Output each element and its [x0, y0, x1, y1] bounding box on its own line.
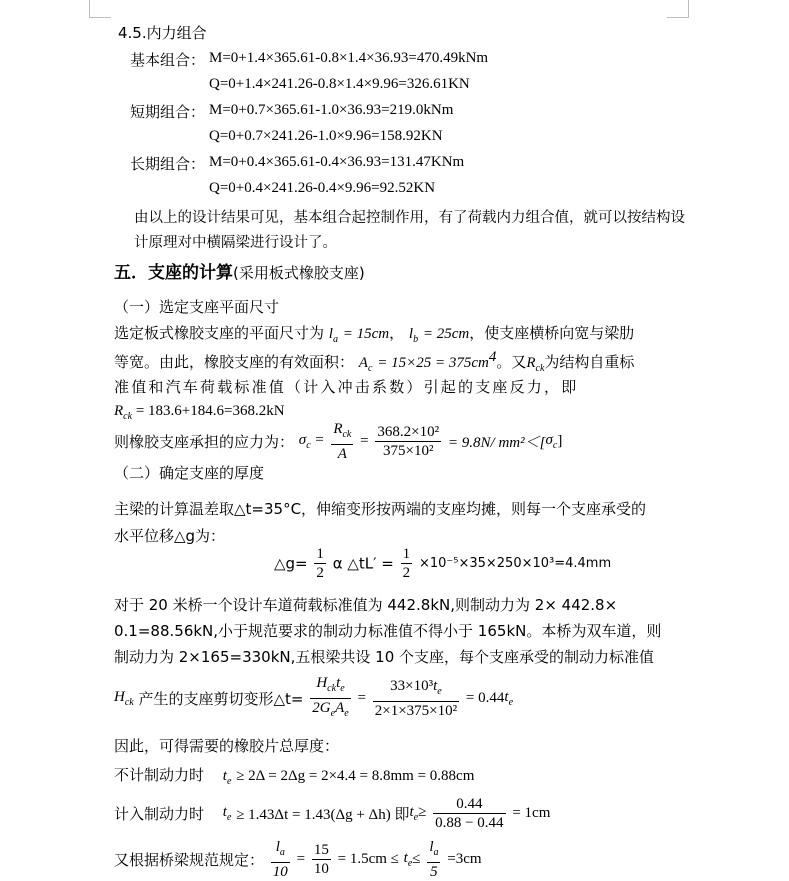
- para-15-line: 又根据桥梁规范规定： $\frac{l_a}{10}$ = $\frac{15}{10}$ = $1.5cm \le t_e\le$ $\frac{l_a}{5}$ =3cm: [114, 839, 482, 880]
- para-1-text-a: 选定板式橡胶支座的平面尺寸为: [114, 324, 325, 342]
- with-brake-label: 计入制动力时: [114, 805, 205, 823]
- symbol-hck: $H_{ck}$: [114, 689, 134, 708]
- symbol-te: $t_e$: [222, 768, 232, 787]
- para-11-line: $H_{ck}$ 产生的支座剪切变形△t= $\frac{H_{ck}t_e}{2G_eA_e}$ = $\frac{33\times 10^3t_e}{\text{2×1×375×10²}}$ = $0.44t_e$: [114, 674, 513, 723]
- bracket-close: ]: [557, 433, 563, 449]
- basic-combo-label: 基本组合：: [130, 51, 206, 69]
- long-combo-label: 长期组合：: [130, 155, 206, 173]
- margin-mark-left-h: [89, 17, 111, 18]
- section-title-paren: (采用板式橡胶支座): [233, 264, 365, 282]
- shear-den: 2×1×375×10²: [374, 703, 458, 719]
- symbol-te-2: $t_e$: [222, 804, 232, 823]
- section-title-5: [114, 258, 365, 283]
- subsection-1: （一）选定支座平面尺寸: [114, 298, 280, 316]
- section-title-main: 五．支座的计算: [114, 263, 233, 283]
- short-combo-m: M=0+0.7×365.61-1.0×36.93=219.0kNm: [209, 102, 454, 118]
- eq1-half-2: $\frac{1}{2}$: [402, 546, 411, 581]
- para-9-line: 0.1=88.56kN,小于规范要求的制动力标准值不得小于 165kN。本桥为双车道，则: [114, 622, 662, 640]
- code-result: =3cm: [447, 851, 482, 867]
- stress-den: 375×10²: [383, 443, 434, 459]
- para-13-line: [114, 764, 474, 787]
- shear-fraction-symbolic: $\frac{H_{ck}t_e}{2G_eA_e}$: [312, 675, 349, 719]
- brake-fraction: [433, 795, 505, 832]
- margin-mark-right-h: [667, 17, 689, 18]
- equation-displacement: [274, 545, 611, 582]
- long-combo-q: Q=0+0.4×241.26-0.4×9.96=92.52KN: [209, 180, 436, 196]
- symbol-sigma-c: $\sigma_c$ =: [298, 432, 325, 451]
- code-mid: = 1.5cm ≤: [337, 851, 399, 867]
- margin-mark-right: [688, 0, 689, 17]
- code-fraction-la-5: $\frac{l_a}{5}$: [429, 839, 439, 880]
- brake-num: 0.44: [433, 795, 505, 814]
- no-brake-label: 不计制动力时: [114, 766, 205, 784]
- para-10-line: 制动力为 2×165=330kN,五根梁共设 10 个支座，每个支座承受的制动力标准值: [114, 648, 655, 666]
- fraction-den-a: A: [337, 446, 347, 462]
- symbol-la: $l_a$: [328, 326, 338, 345]
- symbol-lb: $l_b$: [408, 326, 419, 345]
- code-fraction-la: $\frac{l_a}{10}$: [272, 839, 288, 880]
- long-combo-m: M=0+0.4×365.61-0.4×36.93=131.47KNm: [209, 154, 465, 170]
- para-14-line: 计入制动力时 $t_e \ge 1.43\Delta t = 1.43(\Delta g + \Delta h)$ 即$t_e\ge$ $\frac{0.44}{0.88 - 0.44}$ = 1cm: [114, 796, 551, 831]
- value-lb: = 25cm: [422, 326, 470, 342]
- brake-den: 0.88 − 0.44: [435, 815, 504, 831]
- para-6-line: 主梁的计算温差取△t=35°C，伸缩变形按两端的支座均摊，则每一个支座承受的: [114, 500, 647, 518]
- eq1-lhs: △g=: [274, 554, 308, 573]
- code-fraction-15: $\frac{15}{10}$: [313, 842, 329, 877]
- conclusion-line-2: 计原理对中横隔梁进行设计了。: [134, 235, 337, 251]
- para-2-text-b: 。又: [496, 353, 527, 371]
- eq1-rhs: ×10⁻⁵×35×250×10³=4.4mm: [418, 556, 612, 571]
- para-5-text-a: 则橡胶支座承担的应力为：: [114, 433, 295, 451]
- para-7-line: 水平位移△g为：: [114, 527, 226, 545]
- para-11-text: 产生的支座剪切变形△t=: [138, 690, 304, 708]
- para-1-text-b: ，使支座横桥向宽与梁肋: [469, 324, 635, 342]
- symbol-rck-2: $R_{ck}$: [114, 403, 133, 422]
- basic-combo-m: M=0+1.4×365.61-0.8×1.4×36.93=470.49kNm: [209, 50, 489, 66]
- shear-result: = 0.44: [465, 690, 505, 706]
- symbol-sigma-c-2: $\sigma_c$: [545, 432, 558, 451]
- para-3-line: 准值和汽车荷载标准值（计入冲击系数）引起的支座反力，即: [114, 378, 579, 396]
- fraction-num-rck: $R_{ck}$: [331, 420, 353, 445]
- conclusion-line-1: 由以上的设计结果可见，基本组合起控制作用，有了荷载内力组合值，就可以按结构设: [134, 210, 685, 226]
- shear-fraction-numeric: $\frac{33\times 10^3t_e}{\text{2×1×375×10²}}$: [374, 678, 458, 719]
- para-2-line: 等宽。由此，橡胶支座的有效面积： $A_c = 15\times 25 = 375cm^4$。又$R_{ck}$为结构自重标: [114, 349, 635, 374]
- para-2-text-c: 为结构自重标: [544, 353, 635, 371]
- code-label: 又根据桥梁规范规定：: [114, 851, 265, 869]
- para-1-line: 选定板式橡胶支座的平面尺寸为 $l_a = 15cm$， $l_b = 25cm$，使支座横桥向宽与梁肋: [114, 324, 635, 345]
- rck-value: = 183.6+184.6=368.2kN: [135, 403, 285, 419]
- subsection-2: （二）确定支座的厚度: [114, 464, 265, 482]
- shear-num: 33×10³: [390, 678, 434, 694]
- para-12-line: 因此，可得需要的橡胶片总厚度：: [114, 737, 340, 755]
- symbol-rck: $R_{ck}$: [526, 355, 545, 374]
- stress-result: = 9.8N/ mm²＜[: [447, 435, 546, 451]
- stress-num: 368.2×10²: [377, 424, 440, 440]
- value-la: = 15cm: [342, 326, 390, 342]
- brake-result: = 1cm: [512, 805, 551, 821]
- no-brake-eq: ≥ 2Δ = 2Δg = 2×4.4 = 8.8mm = 0.88cm: [236, 768, 475, 784]
- short-combo-q: Q=0+0.7×241.26-1.0×9.96=158.92KN: [209, 128, 443, 144]
- short-combo-label: 短期组合：: [130, 103, 206, 121]
- stress-fraction-symbolic: [331, 420, 353, 463]
- margin-mark-left: [89, 0, 90, 17]
- stress-fraction-numeric: [375, 423, 441, 460]
- eq1-mid: α △tL′ =: [332, 554, 394, 573]
- basic-combo-q: Q=0+1.4×241.26-0.8×1.4×9.96=326.61KN: [209, 76, 470, 92]
- para-2-text-a: 等宽。由此，橡胶支座的有效面积：: [114, 353, 355, 371]
- section-heading-4-5: 4.5.内力组合: [118, 24, 207, 42]
- para-8-line: 对于 20 米桥一个设计车道荷载标准值为 442.8kN,则制动力为 2× 442.8×: [114, 596, 618, 614]
- with-brake-eq: ≥ 1.43Δt = 1.43(Δg + Δh) 即: [236, 807, 410, 823]
- symbol-ae: $A_c$: [358, 355, 373, 374]
- para-5-line: 则橡胶支座承担的应力为： $\sigma_c$ = $\frac{R_{ck}}{A}$ = $\frac{\text{368.2×10²}}{\text{375×10²}}$ = 9.8N/ $mm^2<[\sigma_c]$: [114, 421, 563, 462]
- eq1-half-1: $\frac{1}{2}$: [316, 546, 324, 581]
- value-ae: = 15×25 = 375cm: [377, 355, 489, 371]
